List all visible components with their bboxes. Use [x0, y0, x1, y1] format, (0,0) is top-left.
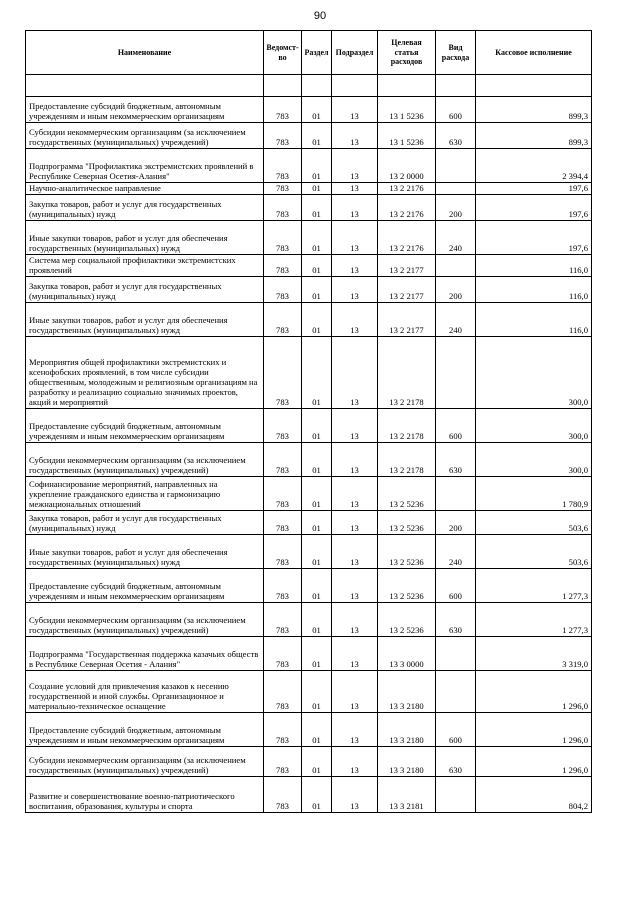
cell-amount: 1 296,0	[476, 747, 592, 777]
cell-article: 13 2 2177	[378, 277, 436, 303]
cell-article: 13 3 0000	[378, 637, 436, 671]
cell-amount: 116,0	[476, 255, 592, 277]
cell-subsection: 13	[332, 337, 378, 409]
cell-subsection: 13	[332, 443, 378, 477]
cell-section: 01	[302, 255, 332, 277]
cell-section: 01	[302, 409, 332, 443]
cell-dept: 783	[264, 303, 302, 337]
cell-type	[436, 671, 476, 713]
cell-article: 13 2 5236	[378, 569, 436, 603]
cell-subsection: 13	[332, 535, 378, 569]
table-row	[26, 221, 592, 255]
cell-section: 01	[302, 535, 332, 569]
cell-section: 01	[302, 777, 332, 813]
table-row	[26, 569, 592, 603]
cell-type	[436, 183, 476, 195]
cell-subsection: 13	[332, 747, 378, 777]
cell-subsection: 13	[332, 183, 378, 195]
cell-section: 01	[302, 97, 332, 123]
cell-section: 01	[302, 277, 332, 303]
cell-section: 01	[302, 303, 332, 337]
cell-section: 01	[302, 477, 332, 511]
header-type: Вид расхода	[436, 31, 476, 75]
cell-name: Система мер социальной профилактики экстремистских проявлений	[26, 255, 264, 277]
header-amount: Кассовое исполнение	[476, 31, 592, 75]
cell-type: 200	[436, 511, 476, 535]
cell-article: 13 2 2178	[378, 409, 436, 443]
cell-dept: 783	[264, 637, 302, 671]
cell-dept: 783	[264, 777, 302, 813]
cell-name: Предоставление субсидий бюджетным, автономным учреждениям и иным некоммерческим организациям	[26, 97, 264, 123]
cell-subsection: 13	[332, 303, 378, 337]
cell-dept: 783	[264, 511, 302, 535]
budget-table	[25, 30, 592, 813]
cell-section: 01	[302, 123, 332, 149]
header-subsection: Подраздел	[332, 31, 378, 75]
cell-section: 01	[302, 337, 332, 409]
cell-type	[436, 255, 476, 277]
cell-name: Закупка товаров, работ и услуг для государственных (муниципальных) нужд	[26, 195, 264, 221]
cell-name: Субсидии некоммерческим организациям (за исключением государственных (муниципальных) учреждений)	[26, 603, 264, 637]
cell-amount: 197,6	[476, 183, 592, 195]
table-row	[26, 183, 592, 195]
cell-name: Создание условий для привлечения казаков к несению государственной и иной службы. Организационное и материально-техническое оснащение	[26, 671, 264, 713]
cell-article: 13 2 0000	[378, 149, 436, 183]
cell-name: Закупка товаров, работ и услуг для государственных (муниципальных) нужд	[26, 277, 264, 303]
cell-type: 200	[436, 277, 476, 303]
table-row	[26, 277, 592, 303]
cell-amount: 1 296,0	[476, 671, 592, 713]
cell-article: 13 2 2176	[378, 183, 436, 195]
cell-section: 01	[302, 637, 332, 671]
table-row	[26, 747, 592, 777]
cell-article: 13 2 2178	[378, 443, 436, 477]
table-row	[26, 195, 592, 221]
cell-subsection: 13	[332, 97, 378, 123]
cell-article: 13 3 2180	[378, 747, 436, 777]
cell-subsection: 13	[332, 777, 378, 813]
cell-amount: 300,0	[476, 443, 592, 477]
cell-subsection: 13	[332, 149, 378, 183]
cell-dept: 783	[264, 603, 302, 637]
cell-subsection: 13	[332, 409, 378, 443]
cell-amount: 300,0	[476, 409, 592, 443]
cell-section: 01	[302, 149, 332, 183]
cell-name: Субсидии некоммерческим организациям (за исключением государственных (муниципальных) учреждений)	[26, 123, 264, 149]
cell-type: 600	[436, 409, 476, 443]
cell-section: 01	[302, 671, 332, 713]
header-dept: Ведомст-во	[264, 31, 302, 75]
cell-subsection: 13	[332, 477, 378, 511]
table-row	[26, 443, 592, 477]
cell-subsection: 13	[332, 221, 378, 255]
page-number: 90	[313, 10, 327, 22]
cell-type: 240	[436, 221, 476, 255]
table-row	[26, 255, 592, 277]
cell-section: 01	[302, 569, 332, 603]
cell-article: 13 2 5236	[378, 603, 436, 637]
cell-subsection: 13	[332, 511, 378, 535]
cell-name: Иные закупки товаров, работ и услуг для обеспечения государственных (муниципальных) нужд	[26, 303, 264, 337]
cell-name: Предоставление субсидий бюджетным, автономным учреждениям и иным некоммерческим организациям	[26, 713, 264, 747]
cell-section: 01	[302, 713, 332, 747]
header-section: Раздел	[302, 31, 332, 75]
table-row	[26, 409, 592, 443]
cell-subsection: 13	[332, 195, 378, 221]
cell-dept: 783	[264, 221, 302, 255]
cell-name: Предоставление субсидий бюджетным, автономным учреждениям и иным некоммерческим организациям	[26, 569, 264, 603]
cell-type	[436, 337, 476, 409]
cell-amount: 116,0	[476, 303, 592, 337]
table-row	[26, 535, 592, 569]
cell-type: 630	[436, 443, 476, 477]
cell-name: Софинансирование мероприятий, направленных на укрепление гражданского единства и гармонизацию межнациональных отношений	[26, 477, 264, 511]
cell-dept: 783	[264, 97, 302, 123]
cell-section: 01	[302, 221, 332, 255]
cell-name: Предоставление субсидий бюджетным, автономным учреждениям и иным некоммерческим организациям	[26, 409, 264, 443]
cell-article: 13 3 2181	[378, 777, 436, 813]
cell-subsection: 13	[332, 277, 378, 303]
cell-article: 13 2 2177	[378, 255, 436, 277]
cell-subsection: 13	[332, 637, 378, 671]
spacer-row	[26, 75, 592, 97]
table-row	[26, 713, 592, 747]
header-name: Наименование	[26, 31, 264, 75]
cell-section: 01	[302, 511, 332, 535]
cell-dept: 783	[264, 747, 302, 777]
cell-type: 200	[436, 195, 476, 221]
cell-type: 240	[436, 303, 476, 337]
cell-type	[436, 777, 476, 813]
cell-dept: 783	[264, 195, 302, 221]
cell-dept: 783	[264, 277, 302, 303]
header-article: Целевая статья расходов	[378, 31, 436, 75]
header-row	[26, 31, 592, 75]
cell-section: 01	[302, 603, 332, 637]
cell-section: 01	[302, 747, 332, 777]
cell-dept: 783	[264, 569, 302, 603]
cell-section: 01	[302, 183, 332, 195]
cell-type: 600	[436, 569, 476, 603]
cell-amount: 197,6	[476, 221, 592, 255]
cell-name: Субсидии некоммерческим организациям (за исключением государственных (муниципальных) учреждений)	[26, 747, 264, 777]
cell-article: 13 3 2180	[378, 671, 436, 713]
cell-subsection: 13	[332, 569, 378, 603]
cell-amount: 1 277,3	[476, 569, 592, 603]
cell-name: Иные закупки товаров, работ и услуг для обеспечения государственных (муниципальных) нужд	[26, 221, 264, 255]
cell-type: 600	[436, 713, 476, 747]
cell-type: 630	[436, 747, 476, 777]
cell-article: 13 2 5236	[378, 535, 436, 569]
cell-type: 630	[436, 603, 476, 637]
cell-dept: 783	[264, 477, 302, 511]
cell-amount: 1 780,9	[476, 477, 592, 511]
cell-amount: 503,6	[476, 511, 592, 535]
cell-article: 13 2 2177	[378, 303, 436, 337]
cell-dept: 783	[264, 671, 302, 713]
cell-amount: 804,2	[476, 777, 592, 813]
cell-subsection: 13	[332, 603, 378, 637]
table-body	[26, 97, 592, 813]
cell-amount: 1 277,3	[476, 603, 592, 637]
cell-name: Подпрограмма "Профилактика экстремистских проявлений в Республике Северная Осетия-Алания"	[26, 149, 264, 183]
table-row	[26, 149, 592, 183]
cell-dept: 783	[264, 535, 302, 569]
cell-dept: 783	[264, 337, 302, 409]
cell-amount: 503,6	[476, 535, 592, 569]
cell-subsection: 13	[332, 713, 378, 747]
cell-name: Мероприятия общей профилактики экстремистских и ксенофобских проявлений, в том числе субсидии общественным, молодежным и религиозным организациям на разработку и реализацию социально значимых проектов, акций и мероприятий	[26, 337, 264, 409]
table-row	[26, 777, 592, 813]
cell-amount: 2 394,4	[476, 149, 592, 183]
cell-amount: 197,6	[476, 195, 592, 221]
table-row	[26, 671, 592, 713]
cell-dept: 783	[264, 149, 302, 183]
cell-article: 13 2 2178	[378, 337, 436, 409]
cell-article: 13 2 2176	[378, 221, 436, 255]
cell-type: 630	[436, 123, 476, 149]
cell-subsection: 13	[332, 123, 378, 149]
cell-article: 13 1 5236	[378, 123, 436, 149]
cell-section: 01	[302, 195, 332, 221]
table-row	[26, 303, 592, 337]
cell-name: Подпрограмма "Государственная поддержка казачьих обществ в Республике Северная Осетия - Алания"	[26, 637, 264, 671]
cell-name: Научно-аналитическое направление	[26, 183, 264, 195]
cell-amount: 899,3	[476, 123, 592, 149]
cell-name: Субсидии некоммерческим организациям (за исключением государственных (муниципальных) учреждений)	[26, 443, 264, 477]
table-row	[26, 123, 592, 149]
table-row	[26, 97, 592, 123]
cell-type	[436, 477, 476, 511]
cell-section: 01	[302, 443, 332, 477]
table-row	[26, 337, 592, 409]
cell-type	[436, 149, 476, 183]
cell-name: Закупка товаров, работ и услуг для государственных (муниципальных) нужд	[26, 511, 264, 535]
cell-dept: 783	[264, 183, 302, 195]
cell-dept: 783	[264, 409, 302, 443]
cell-dept: 783	[264, 255, 302, 277]
cell-article: 13 2 5236	[378, 511, 436, 535]
cell-amount: 3 319,0	[476, 637, 592, 671]
table-row	[26, 637, 592, 671]
cell-dept: 783	[264, 123, 302, 149]
cell-type	[436, 637, 476, 671]
cell-amount: 899,3	[476, 97, 592, 123]
cell-type: 240	[436, 535, 476, 569]
cell-article: 13 2 5236	[378, 477, 436, 511]
cell-dept: 783	[264, 713, 302, 747]
cell-article: 13 2 2176	[378, 195, 436, 221]
cell-amount: 300,0	[476, 337, 592, 409]
cell-subsection: 13	[332, 255, 378, 277]
cell-amount: 116,0	[476, 277, 592, 303]
cell-article: 13 3 2180	[378, 713, 436, 747]
table-row	[26, 477, 592, 511]
cell-amount: 1 296,0	[476, 713, 592, 747]
cell-name: Иные закупки товаров, работ и услуг для обеспечения государственных (муниципальных) нужд	[26, 535, 264, 569]
table-row	[26, 511, 592, 535]
cell-dept: 783	[264, 443, 302, 477]
table-row	[26, 603, 592, 637]
cell-name: Развитие и совершенствование военно-патриотического воспитания, образования, культуры и спорта	[26, 777, 264, 813]
cell-type: 600	[436, 97, 476, 123]
cell-subsection: 13	[332, 671, 378, 713]
cell-article: 13 1 5236	[378, 97, 436, 123]
